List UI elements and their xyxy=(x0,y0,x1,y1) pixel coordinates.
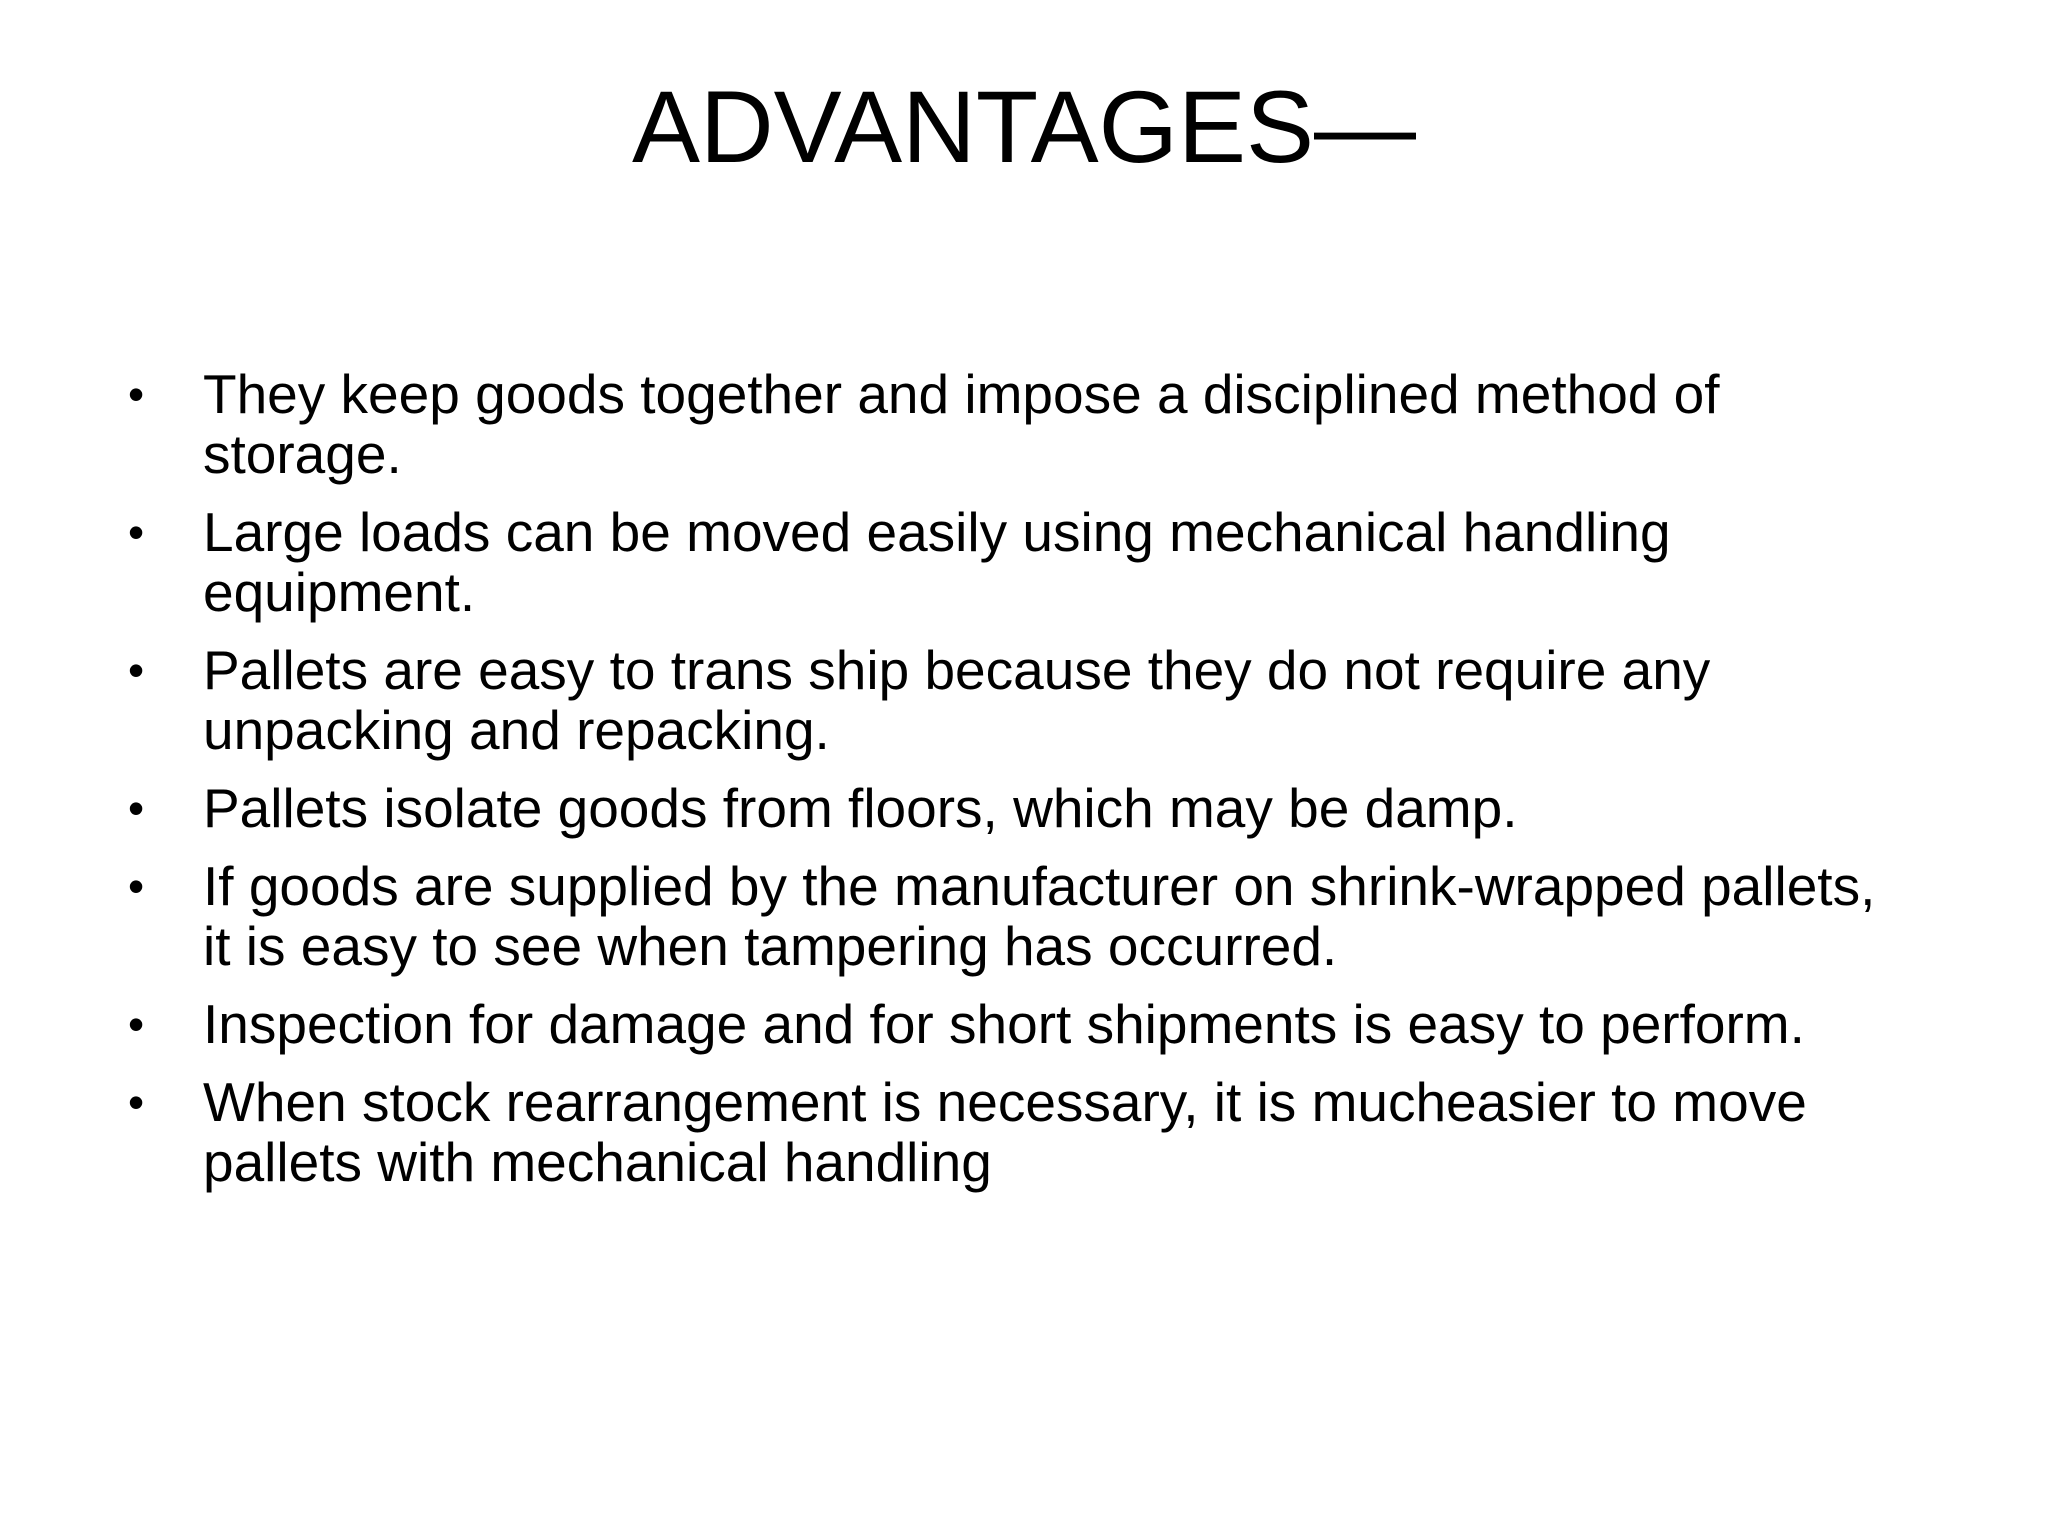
bullet-icon: • xyxy=(128,644,145,696)
bullet-item xyxy=(118,856,1918,976)
bullet-icon: • xyxy=(128,782,145,834)
bullet-text: They keep goods together and impose a disciplined method of storage. xyxy=(203,363,1720,485)
bullet-text: Pallets isolate goods from floors, which may be damp. xyxy=(203,777,1518,839)
bullet-icon: • xyxy=(128,1076,145,1128)
slide-title: ADVANTAGES— xyxy=(631,70,1417,184)
bullet-list xyxy=(118,364,1918,1210)
bullet-text: Inspection for damage and for short shipments is easy to perform. xyxy=(203,993,1805,1055)
bullet-text: Large loads can be moved easily using mechanical handling equipment. xyxy=(203,501,1671,623)
bullet-icon: • xyxy=(128,506,145,558)
bullet-item xyxy=(118,502,1918,622)
bullet-icon: • xyxy=(128,368,145,420)
bullet-icon: • xyxy=(128,860,145,912)
bullet-item xyxy=(118,994,1918,1054)
bullet-text: When stock rearrangement is necessary, it is mucheasier to move pallets with mechanical handling xyxy=(203,1071,1807,1193)
bullet-item xyxy=(118,1072,1918,1192)
bullet-icon: • xyxy=(128,998,145,1050)
bullet-item xyxy=(118,364,1918,484)
bullet-text: If goods are supplied by the manufacturer on shrink-wrapped pallets, it is easy to see when tampering has occurred. xyxy=(203,855,1876,977)
bullet-item xyxy=(118,640,1918,760)
bullet-item xyxy=(118,778,1918,838)
bullet-text: Pallets are easy to trans ship because they do not require any unpacking and repacking. xyxy=(203,639,1711,761)
